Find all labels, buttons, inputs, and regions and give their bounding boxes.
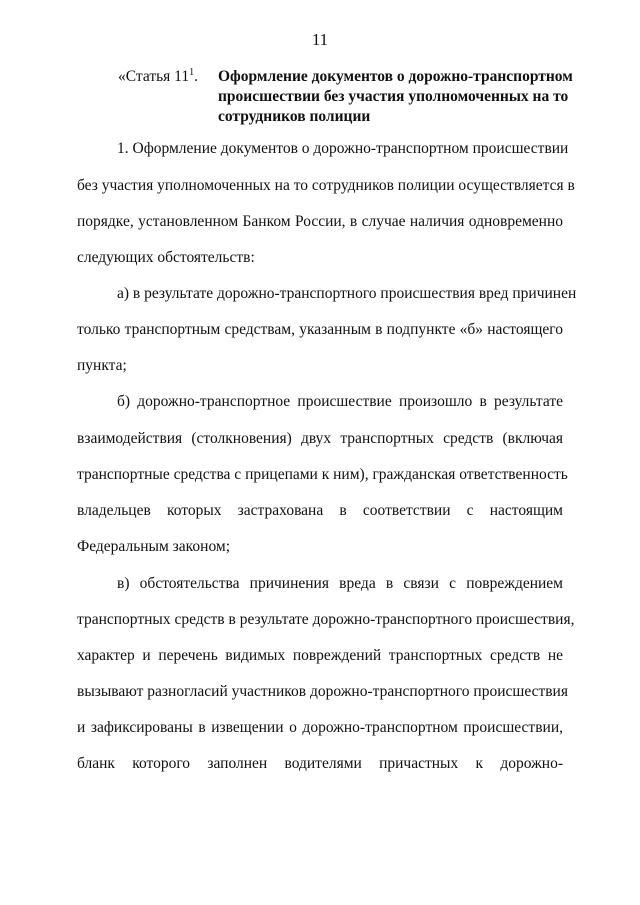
- item-v-line: в) обстоятельства причинения вреда в связи с повреждением: [117, 575, 563, 592]
- article-title-line: Оформление документов о дорожно-транспортном: [218, 68, 573, 85]
- item-b-line: Федеральным законом;: [77, 538, 231, 555]
- article-label: «Статья $11^1$.: [118, 67, 198, 85]
- item-b-line: взаимодействия (столкновения) двух транспортных средств (включая: [77, 430, 563, 447]
- item-v-line: и зафиксированы в извещении о дорожно-транспортном происшествии,: [77, 719, 563, 736]
- item-v-line: вызывают разногласий участников дорожно-транспортного происшествия: [77, 683, 568, 700]
- item-v-line: транспортных средств в результате дорожно-транспортного происшествия,: [77, 611, 575, 628]
- item-b-line: б) дорожно-транспортное происшествие произошло в результате: [117, 393, 563, 410]
- item-b-line: владельцев которых застрахована в соответствии с настоящим: [77, 502, 563, 519]
- item-a-line: только транспортным средствам, указанным в подпункте «б» настоящего: [77, 321, 563, 338]
- item-v-line: бланк которого заполнен водителями причастных к дорожно-: [77, 755, 563, 772]
- article-title: [218, 67, 578, 127]
- paragraph-1-line: следующих обстоятельств:: [77, 249, 255, 266]
- paragraph-1-line: порядке, установленном Банком России, в случае наличия одновременно: [77, 213, 563, 230]
- item-b-line: транспортные средства с прицепами к ним), гражданская ответственность: [77, 466, 568, 483]
- article-title-line: происшествии без участия уполномоченных на то: [218, 88, 569, 105]
- page-number: 11: [311, 30, 329, 49]
- item-v-line: характер и перечень видимых повреждений транспортных средств не: [77, 647, 563, 664]
- paragraph-1-line: 1. Оформление документов о дорожно-транспортном происшествии: [117, 140, 569, 157]
- item-a-line: а) в результате дорожно-транспортного происшествия вред причинен: [117, 285, 577, 302]
- article-title-line: сотрудников полиции: [218, 108, 371, 125]
- item-a-line: пункта;: [77, 357, 127, 374]
- paragraph-1-line: без участия уполномоченных на то сотрудников полиции осуществляется в: [77, 177, 575, 194]
